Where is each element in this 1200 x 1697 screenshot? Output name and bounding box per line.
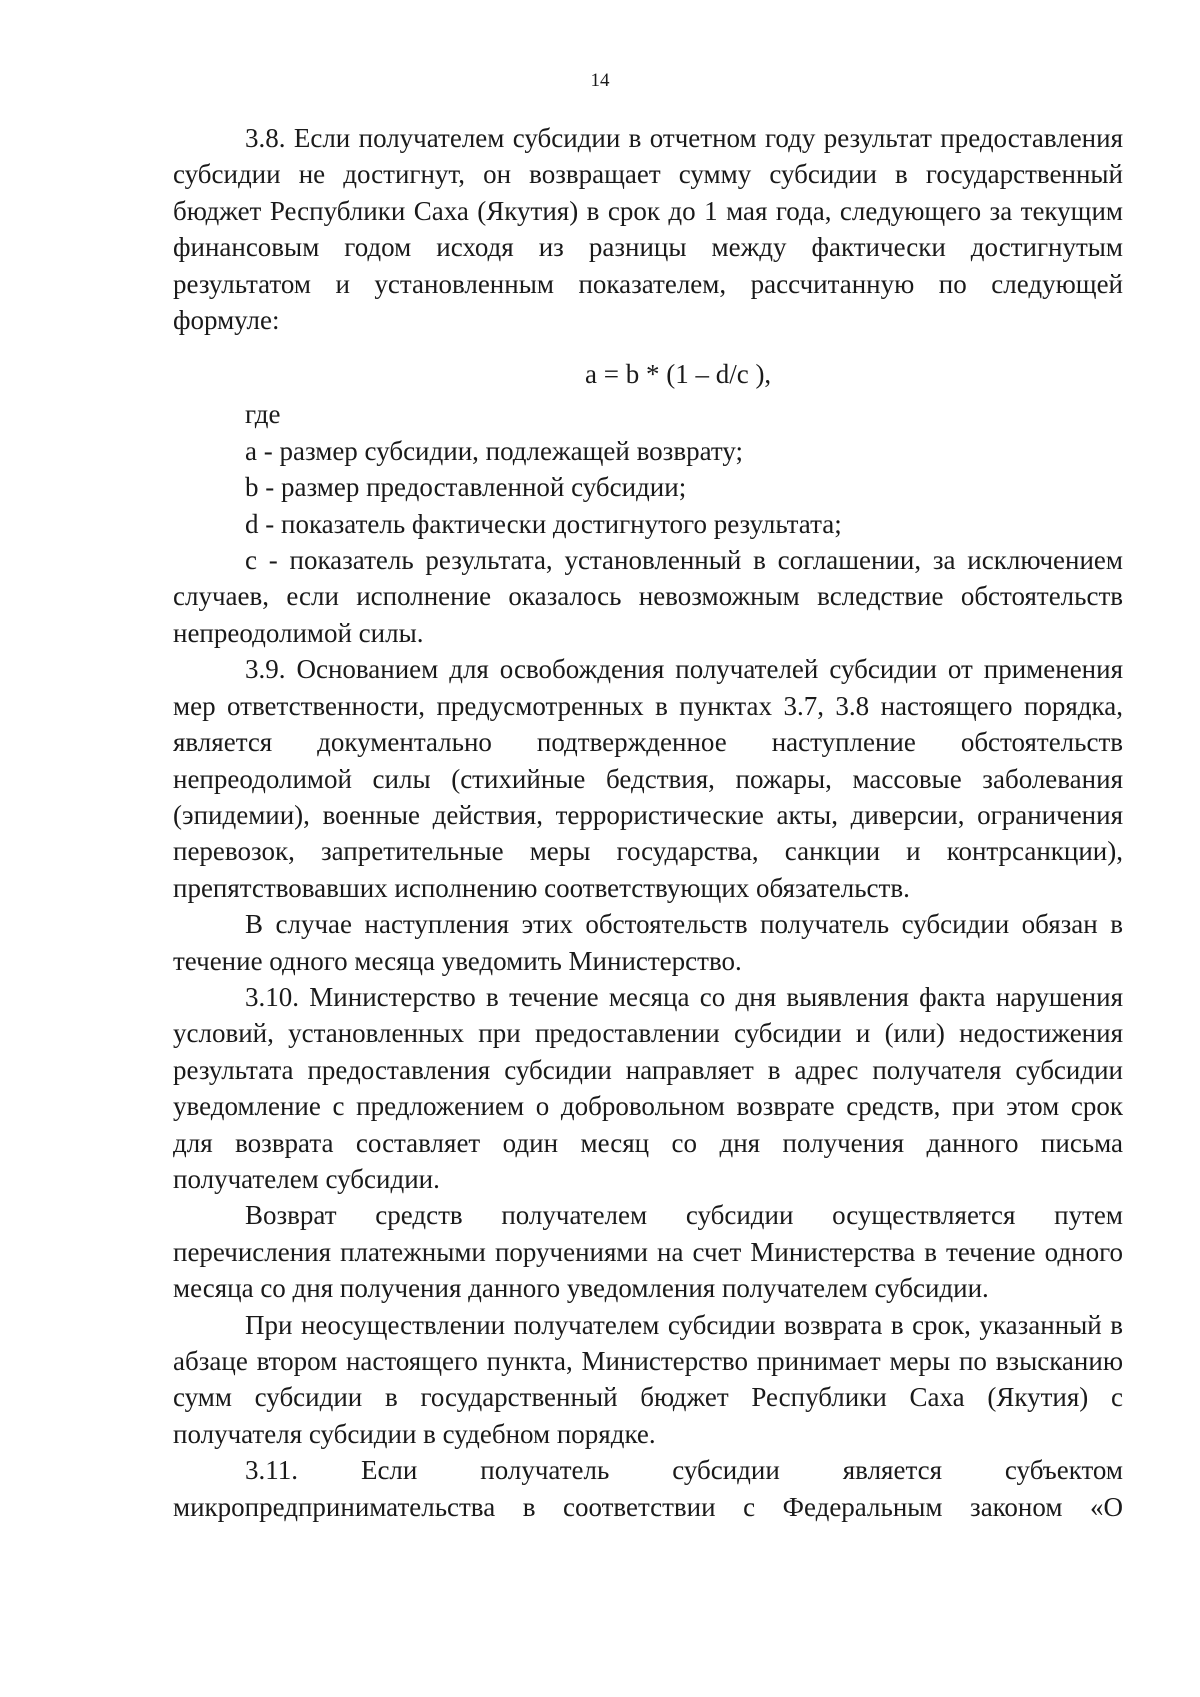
paragraph-3-10: 3.10. Министерство в течение месяца со дня выявления факта нарушения условий, установленных при предоставлении субсидии и (или) недостижения результата предоставления субсидии направляет в адрес получателя субсидии уведомление с предложением о добровольном возврате средств, при этом срок для возврата составляет один месяц со дня получения данного письма получателем субсидии. [173,981,1123,1194]
formula-where-label: где [245,399,281,430]
definition-a: a - размер субсидии, подлежащей возврату; [245,435,743,466]
paragraph-3-8: 3.8. Если получателем субсидии в отчетном году результат предоставления субсидии не достигнут, он возвращает сумму субсидии в государственный бюджет Республики Саха (Якутия) в срок до 1 мая года, следующего за текущим финансовым годом исходя из разницы между фактически достигнутым результатом и установленным показателем, рассчитанную по следующей формуле: [173,123,1123,336]
page-number: 14 [590,70,610,91]
paragraph-3-9: 3.9. Основанием для освобождения получателей субсидии от применения мер ответственности, предусмотренных в пунктах 3.7, 3.8 настоящего порядка, является документально подтвержденное наступление обстоятельств непреодолимой силы (стихийные бедствия, пожары, массовые заболевания (эпидемии), военные действия, террористические акты, диверсии, ограничения перевозок, запретительные меры государства, санкции и контрсанкции), препятствовавших исполнению соответствующих обязательств. [173,654,1123,903]
formula: a = b * (1 – d/c ), [585,359,772,390]
paragraph-3-10-refund: Возврат средств получателем субсидии осуществляется путем перечисления платежными поручениями на счет Министерства в течение одного месяца со дня получения данного уведомления получателем субсидии. [173,1200,1123,1304]
document-body [173,120,1123,1525]
definition-b: b - размер предоставленной субсидии; [245,472,687,503]
definition-d: d - показатель фактически достигнутого результата; [245,508,842,539]
paragraph-3-11: 3.11. Если получатель субсидии является субъектом микропредпринимательства в соответствии с Федеральным законом «О [173,1455,1123,1522]
paragraph-3-10-recovery: При неосуществлении получателем субсидии возврата в срок, указанный в абзаце втором настоящего пункта, Министерство принимает меры по взысканию сумм субсидии в государственный бюджет Республики Саха (Якутия) с получателя субсидии в судебном порядке. [173,1309,1123,1449]
paragraph-3-9-notice: В случае наступления этих обстоятельств получатель субсидии обязан в течение одного месяца уведомить Министерство. [173,909,1123,976]
definition-c: c - показатель результата, установленный в соглашении, за исключением случаев, если исполнение оказалось невозможным вследствие обстоятельств непреодолимой силы. [173,545,1123,648]
